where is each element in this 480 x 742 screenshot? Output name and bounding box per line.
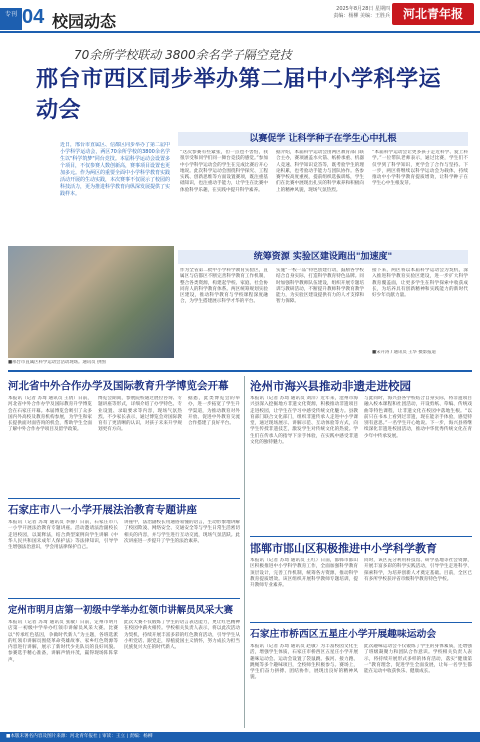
article3-col1: 本报讯（记者 苏琦 通讯员 张敏）日前，定州市明月店第一初级中学举办红领巾讲解员风采大赛。比赛以“传承红色基因，争做时代新人”为主题，各班选派的红领巾讲解员围绕革命英雄故事、家乡红色资源等内容进行讲解，展示了新时代少先队员的良好风貌。参赛选手精心准备，讲解声情并茂，赢得现场阵阵掌声。 [8,620,118,663]
section-divider [8,370,472,372]
article4-col1: 本报讯（记者 苏琦 通讯员 刘洋）近年来，沧州市海兴县深入挖掘地方非遗文化资源，积极推动非遗项目走进校园，让学生在学习中感受传统文化魅力。县教育部门联合文化部门，组织非遗传承人走进中小学课堂，通过现场展示、讲解示范、互动体验等方式，向学生传授非遗技艺，激发学生对传统文化的热爱。学生们在传承人的指导下亲手体验，在实践中感受非遗文化的独特魅力。 [250,396,358,446]
article5-title: 邯郸市邯山区积极推进中小学科学教育 [250,542,437,555]
divider-a3 [8,598,240,599]
article2-col2: 讲座中，法治副校长用通俗易懂的语言，生动形象地讲解了校园欺凌、网络安全、交通安全等与学生日常生活密切相关的内容，并与学生进行互动交流，现场气氛活跃。此次讲座进一步提升了学生的法治素养。 [124,520,240,544]
main-lead: 近日，邢台市直属区、信都区同步举办了第二届中小学科学运动会，两区70余所学校的3800余名学生以"科学筑梦"同台竞技。本届科学运动会设置多个项目，不仅参赛人数创新高，赛事项目设置也更加多元。作为两区的重要全面中小学科学教育实践活动开展的生动实践，本次赛事不仅展示了校园的科技活力，更为推进科学教育向纵深发展提供了实践样本。 [60,142,170,197]
section2-col2: 实施“一校一品”特色创建行动，鼓励各学校结合自身实际，打造科学教育特色品牌。同时加强科学教师队伍建设，组织开展专题培训与教研活动，不断提升教师科学教育教学能力，为实验区建设提供有力的人才支撑和智力保障。 [276,268,364,305]
newspaper-logo: 河北青年报 [392,3,474,25]
special-tag: 专刊 [0,8,22,30]
section1-title: 以赛促学 让科学种子在学生心中扎根 [178,132,468,146]
divider-a2 [8,498,240,499]
main-headline: 邢台市西区同步举办第二届中小学科学运动会 [36,66,442,123]
article2-title: 石家庄市八一小学开展法治教育专题讲座 [8,504,197,516]
main-body-col1: “这次参赛有些紧张，但一点也不害怕，我很享受和同学们同一舞台竞技的感觉。”参加中小学科学运动会的学生在完成比赛后开心地说。此次科学运动会围绕科学探究、工程实践、创新思维等方面设置赛项，既注重基础知识，也注重动手能力，让学生在比赛中体验科学乐趣，在实践中提升科学素养。 [180,150,268,193]
article2-col1: 本报讯（记者 苏琦 通讯员 李静）日前，石家庄市八一小学开展法治教育专题讲座。活动邀请法治副校长走进校园，以案释法，结合典型案例向学生讲解《中华人民共和国未成年人保护法》等法律知识，引导学生增强法治意识，学会用法律保护自己。 [8,520,118,551]
photo-caption: ■邢台市直属区科学运动会活动现场。通讯员 供图 [8,360,106,365]
article4-col2: 与此同时，海兴县各学校结合自身实际，将非遗项目融入校本课程和社团活动，开设剪纸、草编、传统戏曲等特色课程，让非遗文化在校园中落地生根。“以前只在书本上看到过非遗，现在能亲手体验，感觉特别有意思。”一名学生开心地说。下一步，海兴县将继续深化非遗进校园活动，推动中华优秀传统文化在青少年中传承发展。 [364,396,472,439]
issue-editors: 责编：杨柳 美编：王胜兵 [333,13,390,19]
section2-col1: 作为全省第二批中小学科学教育实验区，直属区与信都区不断完善科学教育工作机制，整合各类资源，构建起学校、家庭、社会协同育人的科学教育体系。两区统筹规划实验区建设，推动科学教育与学校课程深度融合，为学生搭建展示科学才华的平台。 [180,268,268,305]
article7-col1: 本报讯（记者 苏琦 通讯员 赵敏）为丰富校园文化生活，增强学生体质，石家庄市桥西区五星庄小学开展趣味运动会。运动会设置了袋鼠跳、拔河、接力跑、跳绳等多个趣味项目，全校师生积极参与。赛场上，学生们奋力拼搏、团结协作，展现出良好的精神风貌。 [250,644,358,681]
article5-col1: 本报讯（记者 苏琦 通讯员 王红）日前，邯郸市邯山区积极推进中小学科学教育工作，全面加强科学教育顶层设计，完善工作机制，统筹各方资源，推动科学教育提质增效。该区组织开展科学教师专题培训，提升教师专业素养。 [250,558,358,589]
divider-a5 [250,536,472,537]
event-photo [8,246,174,358]
article1-col1: 本报讯（记者 苏琦 通讯员 王倩）日前，河北省中外合作办学及国际教育升学博览会在石家庄开幕。本届博览会吸引了众多国内外高校及教育机构参展，为学生和家长提供面对面咨询的机会，帮助学生全面了解中外合作办学项目及留学政策。 [8,396,92,433]
column-divider [244,376,245,728]
section2-title: 统筹资源 实验区建设跑出"加速度" [178,250,468,264]
photo-credit: ■宋开涛 / 通讯员 王华 摄影报道 [372,350,436,355]
page-header [0,0,480,34]
issue-meta [300,6,390,20]
section2-col3: 接下来，两区将以本届科学运动会为契机，深入推进科学教育实验区建设，进一步扩大科学教育覆盖面，让更多学生在科学探索中收获成长，为培养具有创新精神和实践能力的新时代好少年贡献力量。 [372,268,468,299]
page-footer: ■本版未署名内容及图片来源：河北青年报社 | 审读：王立 | 责编：杨柳 [0,732,480,742]
article7-col2: 此次趣味运动会不仅锻炼了学生的身体素质，还增强了班级凝聚力和团队合作意识。学校相关负责人表示，将持续开展形式多样的体育活动，落实“健康第一”教育理念，促进学生全面发展，让每一名学生都能在运动中收获快乐、健康成长。 [364,644,472,675]
issue-date: 2025年8月28日 星期四 [336,6,390,12]
article3-title: 定州市明月店第一初级中学举办红领巾讲解员风采大赛 [8,605,234,616]
article5-col2: 同时，该区充分利用科技馆、研学基地等社会资源，开展丰富多彩的科学实践活动，引导学生走进科学、探索科学，为培养创新人才奠定基础。目前，全区已有多所学校获评省市级科学教育特色学校。 [364,558,472,582]
section-title: 校园动态 [52,12,117,31]
main-body-col2: 据介绍，本届科学运动会由两区教育部门联合主办，赛项涵盖水火箭、纸桥承重、机器人竞速、科学知识竞答等，既考验学生的理论积累，也考验动手能力与团队协作。各参赛学校高度重视，提前组织选拔训练，学生们在比赛中展现出扎实的科学素养和积极向上的精神风貌，现场气氛热烈。 [276,150,364,193]
article3-col2: 此次大赛不仅锻炼了学生的语言表达能力，更让红色精神在校园中薪火相传。学校相关负责人表示，将以此次活动为契机，持续开展丰富多彩的红色教育活动，引导学生从小听党话、跟党走，厚植爱国主义情怀，努力成长为担当民族复兴大任的时代新人。 [124,620,240,651]
main-body-col3: “本届科学运动会让更多孩子走近科学、爱上科学。”一位带队老师表示，通过比赛，学生们不仅学到了科学知识，更学会了合作与坚持。下一步，两区将继续以科学运动会为载体，持续推动中小学科学教育提质增效，让科学种子在学生心中生根发芽。 [372,150,468,187]
article1-col2: 博览会期间，参展院校通过展位咨询、专题讲座等形式，详细介绍了办学特色、专业设置、录取要求等内容，现场气氛热烈。不少家长表示，通过博览会对国际教育有了更清晰的认识，对孩子未来升学规划更有方向。 [98,396,182,433]
article1-title: 河北省中外合作办学及国际教育升学博览会开幕 [8,380,229,392]
article7-title: 石家庄市桥西区五星庄小学开展趣味运动会 [250,629,437,640]
divider-a7 [250,622,472,623]
article1-col3: 据悉，此类博览会的举办，进一步拓宽了学生升学渠道，为推动教育对外开放、促进中外教育交流合作搭建了良好平台。 [188,396,240,427]
page-number: 04 [22,6,45,28]
main-subhead: 70余所学校联动 3800余名学子隔空竞技 [74,48,292,62]
article4-title: 沧州市海兴县推动非遗走进校园 [250,379,411,393]
header-rule [0,31,480,33]
